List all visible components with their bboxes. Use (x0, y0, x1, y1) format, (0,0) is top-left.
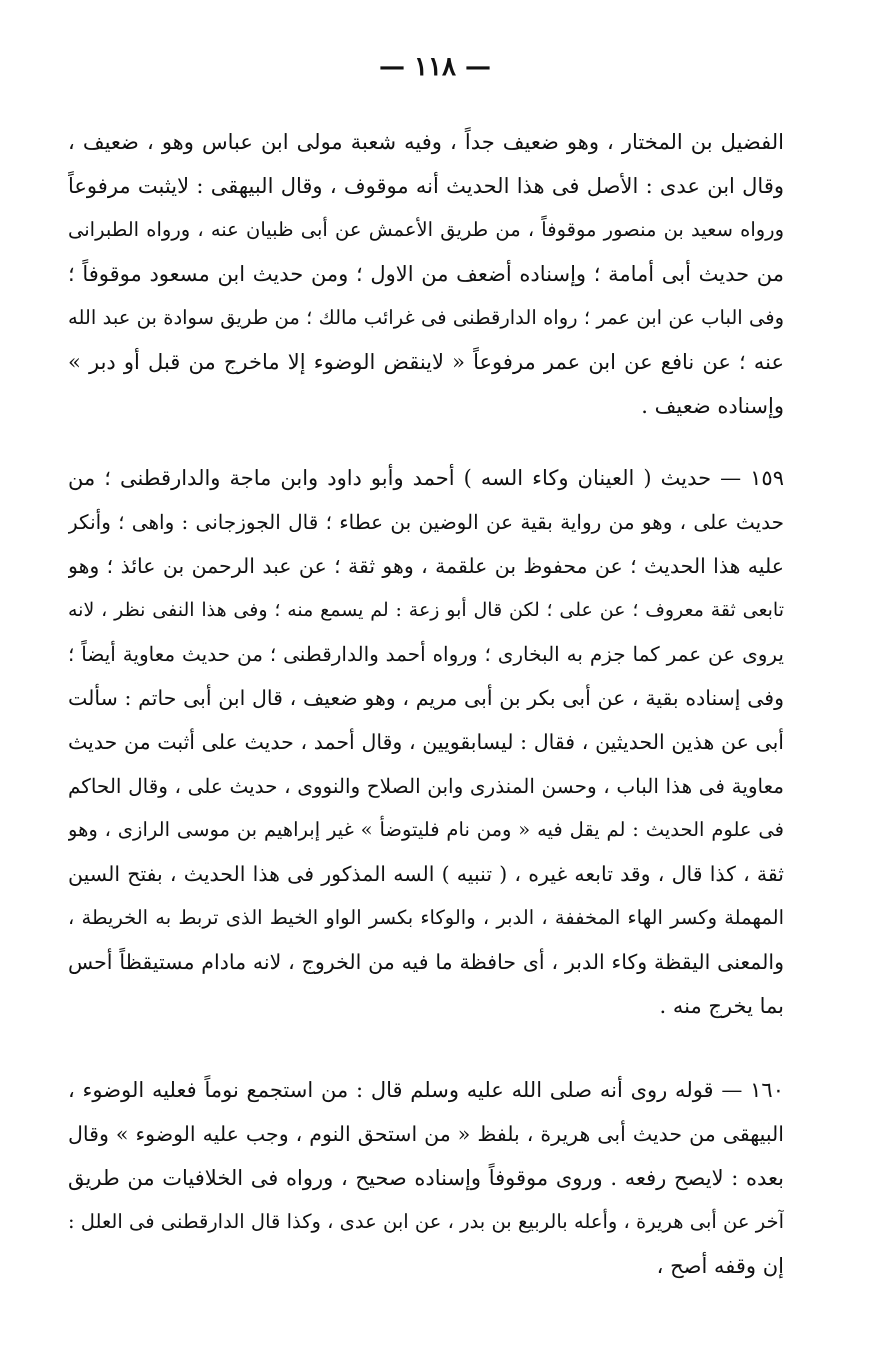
paragraph (68, 120, 784, 428)
paragraph-hadith-160 (68, 1068, 784, 1288)
text-line: والمعنى اليقظة وكاء الدبر ، أى حافظة ما فيه من الخروج ، لانه مادام مستيقظاً أحس (68, 950, 784, 974)
text-line: وإسناده ضعيف . (641, 394, 784, 418)
text-line: ورواه سعيد بن منصور موقوفاً ، من طريق الأعمش عن أبى ظبيان عنه ، ورواه الطبرانى (68, 218, 784, 241)
text-line: آخر عن أبى هريرة ، وأعله بالربيع بن بدر ، عن ابن عدى ، وكذا قال الدارقطنى فى العلل : (68, 1210, 784, 1233)
text-line: يروى عن عمر كما جزم به البخارى ؛ ورواه أحمد والدارقطنى ؛ من حديث معاوية أيضاً ؛ (68, 642, 784, 666)
text-line: وقال ابن عدى : الأصل فى هذا الحديث أنه موقوف ، وقال البيهقى : لايثبت مرفوعاً (68, 174, 784, 198)
text-line: تابعى ثقة معروف ؛ عن على ؛ لكن قال أبو زعة : لم يسمع منه ؛ وفى هذا النفى نظر ، لانه (68, 599, 784, 621)
text-line: عليه هذا الحديث ؛ عن محفوظ بن علقمة ، وهو ثقة ؛ عن عبد الرحمن بن عائذ ؛ وهو (68, 554, 784, 578)
text-line: ثقة ، كذا قال ، وقد تابعه غيره ، ( تنبيه ) السه المذكور فى هذا الحديث ، بفتح السين (68, 862, 784, 886)
text-line: وفى الباب عن ابن عمر ؛ رواه الدارقطنى فى غرائب مالك ؛ من طريق سوادة بن عبد الله (68, 306, 784, 329)
text-line: من حديث أبى أمامة ؛ وإسناده أضعف من الاول ؛ ومن حديث ابن مسعود موقوفاً ؛ (68, 262, 784, 286)
text-line: ١٦٠ — قوله روى أنه صلى الله عليه وسلم قال : من استجمع نوماً فعليه الوضوء ، (68, 1078, 784, 1102)
text-line: أبى عن هذين الحديثين ، فقال : ليسابقويين ، وقال أحمد ، حديث على أثبت من حديث (68, 730, 784, 754)
page-number: — ١١٨ — (378, 52, 492, 82)
text-line: الفضيل بن المختار ، وهو ضعيف جداً ، وفيه شعبة مولى ابن عباس وهو ، ضعيف ، (68, 130, 784, 154)
text-line: إن وقفه أصح ، (656, 1254, 784, 1278)
text-line: حديث على ، وهو من رواية بقية عن الوضين بن عطاء ؛ قال الجوزجانى : واهى ؛ وأنكر (68, 510, 784, 534)
text-line: بعده : لايصح رفعه . وروى موقوفاً وإسناده صحيح ، ورواه فى الخلافيات من طريق (68, 1166, 784, 1190)
text-line: فى علوم الحديث : لم يقل فيه « ومن نام فليتوضأ » غير إبراهيم بن موسى الرازى ، وهو (68, 818, 784, 841)
text-line: بما يخرج منه . (659, 994, 784, 1018)
text-line: عنه ؛ عن نافع عن ابن عمر مرفوعاً « لاينقض الوضوء إلا ماخرج من قبل أو دبر » (68, 350, 784, 374)
paragraph-hadith-159 (68, 456, 784, 1028)
text-line: معاوية فى هذا الباب ، وحسن المنذرى وابن الصلاح والنووى ، حديث على ، وقال الحاكم (68, 774, 784, 798)
text-line: ١٥٩ — حديث ( العينان وكاء السه ) أحمد وأبو داود وابن ماجة والدارقطنى ؛ من (68, 466, 784, 490)
text-line: المهملة وكسر الهاء المخففة ، الدبر ، والوكاء بكسر الواو الخيط الذى تربط به الخريطة ، (68, 906, 784, 929)
text-line: وفى إسناده بقية ، عن أبى بكر بن أبى مريم ، وهو ضعيف ، قال ابن أبى حاتم : سألت (68, 686, 784, 710)
text-line: البيهقى من حديث أبى هريرة ، بلفظ « من استحق النوم ، وجب عليه الوضوء » وقال (68, 1122, 784, 1146)
